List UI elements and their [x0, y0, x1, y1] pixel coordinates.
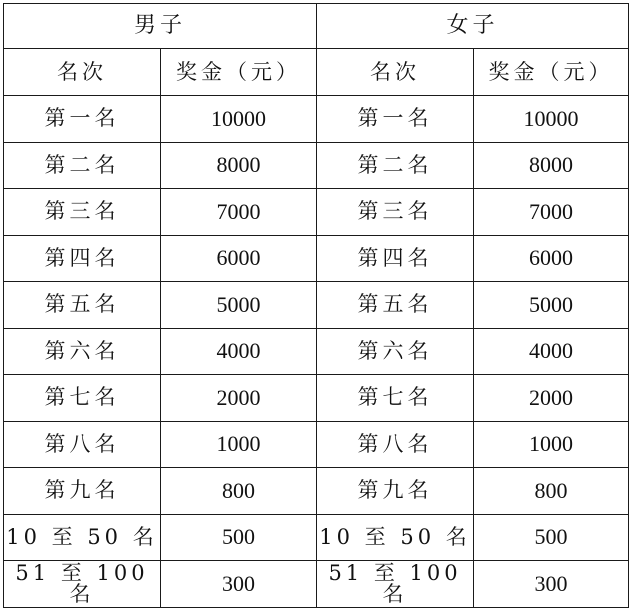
column-header-row — [4, 49, 629, 96]
table-row — [4, 142, 629, 189]
men-prize-cell: 800 — [161, 468, 317, 515]
women-prize-cell: 4000 — [474, 328, 629, 375]
women-group-header: 女子 — [317, 4, 629, 49]
women-rank-cell: 第七名 — [317, 375, 474, 422]
men-rank-cell: 第二名 — [4, 142, 161, 189]
women-prize-cell: 500 — [474, 514, 629, 561]
women-prize-cell: 8000 — [474, 142, 629, 189]
men-prize-cell: 5000 — [161, 282, 317, 329]
men-rank-cell: 第九名 — [4, 468, 161, 515]
table-row — [4, 96, 629, 143]
women-rank-cell: 第六名 — [317, 328, 474, 375]
men-rank-cell: 第八名 — [4, 421, 161, 468]
men-prize-cell: 500 — [161, 514, 317, 561]
table-row — [4, 561, 629, 608]
men-prize-cell: 10000 — [161, 96, 317, 143]
table-row — [4, 235, 629, 282]
men-rank-cell: 第六名 — [4, 328, 161, 375]
men-prize-cell: 2000 — [161, 375, 317, 422]
women-prize-cell: 6000 — [474, 235, 629, 282]
women-rank-cell: 第五名 — [317, 282, 474, 329]
table-row — [4, 328, 629, 375]
women-prize-cell: 7000 — [474, 189, 629, 236]
men-prize-cell: 1000 — [161, 421, 317, 468]
women-rank-cell: 10 至 50 名 — [317, 514, 474, 561]
table-body — [4, 4, 629, 608]
men-rank-cell: 第七名 — [4, 375, 161, 422]
women-rank-header: 名次 — [317, 49, 474, 96]
men-rank-cell: 10 至 50 名 — [4, 514, 161, 561]
men-prize-header: 奖金（元） — [161, 49, 317, 96]
table-row — [4, 421, 629, 468]
men-rank-cell: 第五名 — [4, 282, 161, 329]
women-rank-cell: 51 至 100 名 — [317, 561, 474, 608]
men-rank-cell: 第一名 — [4, 96, 161, 143]
men-prize-cell: 7000 — [161, 189, 317, 236]
women-prize-cell: 800 — [474, 468, 629, 515]
women-prize-cell: 1000 — [474, 421, 629, 468]
women-rank-cell: 第三名 — [317, 189, 474, 236]
table-row — [4, 375, 629, 422]
women-prize-cell: 5000 — [474, 282, 629, 329]
men-rank-cell: 51 至 100 名 — [4, 561, 161, 608]
men-prize-cell: 4000 — [161, 328, 317, 375]
table-row — [4, 189, 629, 236]
women-rank-cell: 第九名 — [317, 468, 474, 515]
table-row — [4, 282, 629, 329]
women-prize-cell: 10000 — [474, 96, 629, 143]
prize-table — [3, 3, 629, 608]
women-rank-cell: 第四名 — [317, 235, 474, 282]
women-prize-cell: 2000 — [474, 375, 629, 422]
men-rank-cell: 第四名 — [4, 235, 161, 282]
men-rank-header: 名次 — [4, 49, 161, 96]
men-prize-cell: 8000 — [161, 142, 317, 189]
table-row — [4, 514, 629, 561]
women-prize-cell: 300 — [474, 561, 629, 608]
women-rank-cell: 第八名 — [317, 421, 474, 468]
men-rank-cell: 第三名 — [4, 189, 161, 236]
women-prize-header: 奖金（元） — [474, 49, 629, 96]
group-header-row — [4, 4, 629, 49]
women-rank-cell: 第一名 — [317, 96, 474, 143]
women-rank-cell: 第二名 — [317, 142, 474, 189]
men-prize-cell: 300 — [161, 561, 317, 608]
men-group-header: 男子 — [4, 4, 317, 49]
men-prize-cell: 6000 — [161, 235, 317, 282]
table-row — [4, 468, 629, 515]
